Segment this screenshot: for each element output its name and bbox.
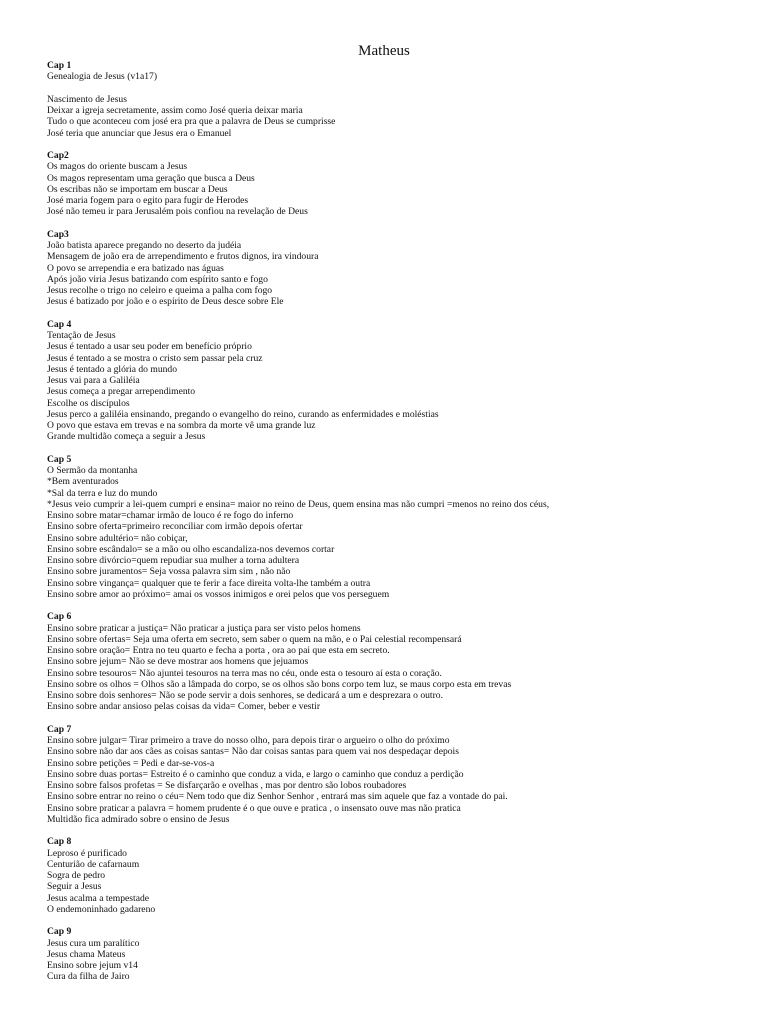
note-line: Os magos representam uma geração que busca a Deus <box>47 172 255 184</box>
note-line: Ensino sobre praticar a justiça= Não praticar a justiça para ser visto pelos homens <box>47 622 361 634</box>
note-line: Ensino sobre amor ao próximo= amai os vossos inimigos e orei pelos que vos perseguem <box>47 588 390 600</box>
note-line: Ensino sobre praticar a palavra = homem prudente é o que ouve e pratica , o insensato ouve mas não pratica <box>47 802 461 814</box>
chapter-section <box>47 229 747 308</box>
note-line: Ensino sobre vingança= qualquer que te ferir a face direita volta-lhe também a outra <box>47 577 371 589</box>
note-line: Ensino sobre jejum= Não se deve mostrar aos homens que jejuamos <box>47 656 309 668</box>
note-line: Jesus vai para a Galiléia <box>47 375 140 386</box>
note-line: O povo que estava em trevas e na sombra da morte vê uma grande luz <box>47 420 316 431</box>
chapter-section <box>47 454 747 600</box>
note-line: Centurião de cafarnaum <box>47 858 140 870</box>
note-line: Cura da filha de Jairo <box>47 971 130 983</box>
note-line: Tentação de Jesus <box>47 330 116 341</box>
note-line: Os magos do oriente buscam a Jesus <box>47 161 188 173</box>
note-line: Ensino sobre duas portas= Estreito é o caminho que conduz a vida, e largo o caminho que conduz a perdição <box>47 768 464 780</box>
note-line: O endemoninhado gadareno <box>47 903 156 915</box>
note-line: Multidão fica admirado sobre o ensino de Jesus <box>47 813 230 825</box>
note-line: Jesus é tentado a glória do mundo <box>47 363 178 375</box>
note-line: Ensino sobre ofertas= Seja uma oferta em secreto, sem saber o quem na mão, e o Pai celestial recompensará <box>47 633 462 645</box>
note-line: João batista aparece pregando no deserto da judéia <box>47 240 242 251</box>
note-line: Tudo o que aconteceu com josé era pra que a palavra de Deus se cumprisse <box>47 116 336 128</box>
note-line: Ensino sobre escândalo= se a mão ou olho escandaliza-nos devemos cortar <box>47 543 335 555</box>
note-line: Jesus acalma a tempestade <box>47 892 150 904</box>
note-line: *Bem aventurados <box>47 476 119 488</box>
page-title: Matheus <box>358 43 410 59</box>
note-line: Jesus cura um paralítico <box>47 937 140 949</box>
chapter-heading: Cap 6 <box>47 611 72 623</box>
note-line: Ensino sobre oração= Entra no teu quarto e fecha a porta , ora ao pai que esta em secreto. <box>47 645 390 656</box>
note-line: Jesus é tentado a se mostra o cristo sem passar pela cruz <box>47 352 263 364</box>
note-line: Nascimento de Jesus <box>47 93 127 105</box>
note-line: Jesus começa a pregar arrependimento <box>47 386 196 398</box>
note-line: Ensino sobre os olhos = Olhos são a lâmpada do corpo, se os olhos são bons corpo tem luz, se maus corpo esta em trevas <box>47 678 512 690</box>
note-line: Jesus recolhe o trigo no celeiro e queima a palha com fogo <box>47 285 273 296</box>
note-line: Mensagem de joão era de arrependimento e frutos dignos, ira vindoura <box>47 251 319 263</box>
note-line: Ensino sobre falsos profetas = Se disfarçarão e ovelhas , mas por dentro são lobos roubadores <box>47 780 407 791</box>
chapter-section <box>47 611 747 712</box>
chapter-heading: Cap 9 <box>47 926 72 938</box>
note-line: Ensino sobre andar ansioso pelas coisas da vida= Comer, beber e vestir <box>47 701 321 713</box>
chapter-section <box>47 60 747 139</box>
note-line: Ensino sobre dois senhores= Não se pode servir a dois senhores, se dedicará a um e desprezara o outro. <box>47 690 443 701</box>
chapter-section <box>47 926 747 982</box>
note-line: Seguir a Jesus <box>47 881 102 893</box>
note-line: *Jesus veio cumprir a lei-quem cumpri e ensina= maior no reino de Deus, quem ensina mas não cumpri =menos no reino dos céus, <box>47 498 550 510</box>
chapter-heading: Cap3 <box>47 228 69 240</box>
note-line: José teria que anunciar que Jesus era o Emanuel <box>47 127 232 139</box>
note-line: Grande multidão começa a seguir a Jesus <box>47 431 206 443</box>
note-line: José não temeu ir para Jerusalém pois confiou na revelação de Deus <box>47 206 308 218</box>
chapter-section <box>47 836 747 915</box>
note-line: Jesus é tentado a usar seu poder em benefício próprio <box>47 341 252 353</box>
note-line: Após joão viria Jesus batizando com espírito santo e fogo <box>47 273 268 285</box>
note-line: Ensino sobre jejum v14 <box>47 960 138 971</box>
note-line: Ensino sobre entrar no reino o céu= Nem todo que diz Senhor Senhor , entrará mas sim aquele que faz a vontade do pai. <box>47 791 508 803</box>
note-line: Ensino sobre petições = Pedi e dar-se-vos-a <box>47 757 215 769</box>
note-line: Jesus é batizado por joão e o espírito de Deus desce sobre Ele <box>47 296 284 308</box>
note-line: Sogra de pedro <box>47 870 106 881</box>
note-line: Jesus perco a galiléia ensinando, pregando o evangelho do reino, curando as enfermidades e moléstias <box>47 408 439 420</box>
chapter-heading: Cap 7 <box>47 723 72 735</box>
note-line: O Sermão da montanha <box>47 465 138 476</box>
note-line: Ensino sobre adultério= não cobiçar, <box>47 532 188 544</box>
note-line: José maria fogem para o egito para fugir de Herodes <box>47 195 249 206</box>
chapter-section <box>47 724 747 825</box>
note-line: O povo se arrependia e era batizado nas águas <box>47 262 224 274</box>
note-line: Ensino sobre tesouros= Não ajuntei tesouros na terra mas no céu, onde esta o tesouro aí esta o coração. <box>47 667 442 679</box>
note-line: *Sal da terra e luz do mundo <box>47 487 158 499</box>
note-line: Ensino sobre oferta=primeiro reconciliar com irmão depois ofertar <box>47 521 303 533</box>
note-line: Leproso é purificado <box>47 847 127 859</box>
note-line: Deixar a igreja secretamente, assim como José queria deixar maria <box>47 105 303 116</box>
chapter-heading: Cap 4 <box>47 318 72 330</box>
chapter-section <box>47 319 747 443</box>
note-line: Ensino sobre matar=chamar irmão de louco é re fogo do inferno <box>47 510 294 521</box>
document-body <box>47 60 747 994</box>
note-line: Os escribas não se importam em buscar a Deus <box>47 183 228 195</box>
note-line: Ensino sobre não dar aos cães as coisas santas= Não dar coisas santas para quem vai nos despedaçar depois <box>47 746 459 758</box>
chapter-heading: Cap2 <box>47 150 69 161</box>
chapter-heading: Cap 5 <box>47 453 72 465</box>
note-line: Ensino sobre julgar= Tirar primeiro a trave do nosso olho, para depois tirar o argueiro o olho do próximo <box>47 735 450 746</box>
blank-line <box>47 83 747 94</box>
chapter-heading: Cap 1 <box>47 60 72 71</box>
note-line: Ensino sobre divórcio=quem repudiar sua mulher a torna adultera <box>47 555 300 566</box>
note-line: Genealogia de Jesus (v1a17) <box>47 71 158 83</box>
note-line: Jesus chama Mateus <box>47 948 126 960</box>
note-line: Escolhe os discípulos <box>47 397 130 409</box>
chapter-heading: Cap 8 <box>47 836 72 848</box>
note-line: Ensino sobre juramentos= Seja vossa palavra sim sim , não não <box>47 566 291 578</box>
chapter-section <box>47 150 747 218</box>
